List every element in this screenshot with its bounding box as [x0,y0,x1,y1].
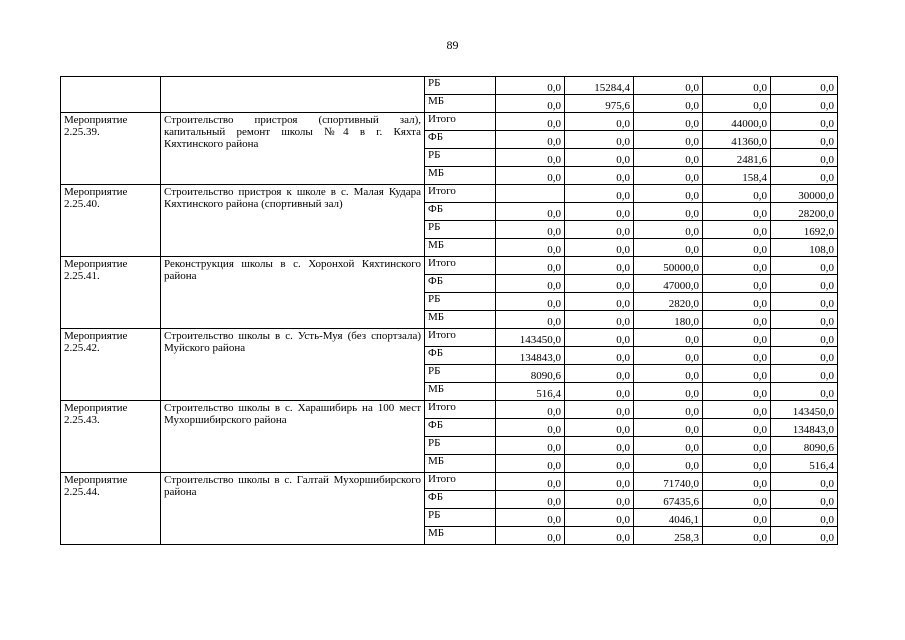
value-cell: 0,0 [703,329,771,347]
funding-source: РБ [425,365,496,383]
value-cell: 0,0 [771,329,838,347]
funding-source: МБ [425,383,496,401]
value-cell: 0,0 [634,131,703,149]
value-cell: 0,0 [703,365,771,383]
value-cell: 0,0 [703,77,771,95]
value-cell: 0,0 [496,221,565,239]
measure-description: Строительство школы в с. Галтай Мухоршибирского района [161,473,425,545]
funding-source: РБ [425,221,496,239]
value-cell: 0,0 [634,149,703,167]
value-cell: 0,0 [703,185,771,203]
value-cell: 0,0 [703,473,771,491]
value-cell: 0,0 [703,455,771,473]
value-cell: 0,0 [703,257,771,275]
value-cell: 0,0 [771,131,838,149]
value-cell: 0,0 [565,527,634,545]
value-cell: 0,0 [703,527,771,545]
value-cell: 8090,6 [771,437,838,455]
value-cell: 0,0 [565,239,634,257]
value-cell: 0,0 [565,221,634,239]
value-cell: 0,0 [496,95,565,113]
value-cell: 0,0 [703,491,771,509]
value-cell: 0,0 [771,257,838,275]
value-cell: 0,0 [634,383,703,401]
value-cell: 30000,0 [771,185,838,203]
table-row [61,329,838,347]
value-cell: 0,0 [565,365,634,383]
value-cell: 47000,0 [634,275,703,293]
table-row [61,401,838,419]
value-cell: 0,0 [634,455,703,473]
value-cell: 0,0 [496,491,565,509]
value-cell: 0,0 [703,275,771,293]
funding-source: Итого [425,257,496,275]
table-row [61,77,838,95]
value-cell: 0,0 [565,383,634,401]
value-cell: 0,0 [634,95,703,113]
value-cell: 0,0 [565,113,634,131]
funding-source: РБ [425,509,496,527]
value-cell: 0,0 [565,257,634,275]
value-cell: 0,0 [771,113,838,131]
value-cell: 0,0 [634,185,703,203]
value-cell: 0,0 [496,455,565,473]
funding-source: Итого [425,329,496,347]
value-cell: 0,0 [565,293,634,311]
value-cell: 2481,6 [703,149,771,167]
value-cell: 0,0 [496,419,565,437]
value-cell: 0,0 [496,527,565,545]
value-cell: 0,0 [771,527,838,545]
value-cell: 0,0 [634,239,703,257]
funding-source: РБ [425,77,496,95]
value-cell: 0,0 [496,401,565,419]
budget-table-body [61,77,838,545]
value-cell: 0,0 [565,131,634,149]
value-cell: 8090,6 [496,365,565,383]
measure-cell-empty [61,77,161,113]
funding-source: ФБ [425,419,496,437]
measure-label: Мероприятие 2.25.44. [61,473,161,545]
value-cell: 0,0 [565,329,634,347]
value-cell: 0,0 [496,167,565,185]
value-cell: 50000,0 [634,257,703,275]
value-cell: 0,0 [703,311,771,329]
value-cell: 0,0 [771,275,838,293]
value-cell: 975,6 [565,95,634,113]
value-cell: 0,0 [496,113,565,131]
value-cell: 2820,0 [634,293,703,311]
value-cell: 0,0 [565,401,634,419]
funding-source: РБ [425,149,496,167]
value-cell: 4046,1 [634,509,703,527]
funding-source: Итого [425,113,496,131]
value-cell: 0,0 [496,77,565,95]
value-cell: 0,0 [565,509,634,527]
value-cell: 0,0 [496,131,565,149]
value-cell: 0,0 [496,437,565,455]
funding-source: ФБ [425,203,496,221]
funding-source: МБ [425,527,496,545]
measure-description: Строительство школы в с. Харашибирь на 100 мест Мухоршибирского района [161,401,425,473]
funding-source: МБ [425,239,496,257]
value-cell: 0,0 [496,293,565,311]
value-cell: 0,0 [703,509,771,527]
value-cell: 0,0 [703,239,771,257]
measure-label: Мероприятие 2.25.41. [61,257,161,329]
value-cell: 0,0 [703,347,771,365]
value-cell: 0,0 [703,437,771,455]
value-cell: 134843,0 [496,347,565,365]
measure-description: Строительство пристроя к школе в с. Малая Кудара Кяхтинского района (спортивный зал) [161,185,425,257]
value-cell: 1692,0 [771,221,838,239]
value-cell: 0,0 [634,113,703,131]
value-cell: 0,0 [771,383,838,401]
funding-source: ФБ [425,491,496,509]
value-cell: 0,0 [565,437,634,455]
value-cell: 0,0 [565,419,634,437]
value-cell: 0,0 [565,491,634,509]
value-cell: 0,0 [496,149,565,167]
value-cell: 0,0 [634,347,703,365]
value-cell: 0,0 [771,311,838,329]
funding-source: МБ [425,95,496,113]
value-cell: 0,0 [703,203,771,221]
funding-source: МБ [425,167,496,185]
measure-label: Мероприятие 2.25.43. [61,401,161,473]
table-row [61,185,838,203]
funding-source: ФБ [425,275,496,293]
value-cell: 143450,0 [496,329,565,347]
funding-source: ФБ [425,347,496,365]
value-cell: 0,0 [496,275,565,293]
funding-source: РБ [425,437,496,455]
value-cell: 0,0 [703,419,771,437]
measure-label: Мероприятие 2.25.42. [61,329,161,401]
value-cell: 44000,0 [703,113,771,131]
value-cell: 180,0 [634,311,703,329]
value-cell: 0,0 [634,419,703,437]
funding-source: МБ [425,455,496,473]
table-row [61,473,838,491]
value-cell: 0,0 [496,257,565,275]
value-cell: 0,0 [496,203,565,221]
funding-source: Итого [425,185,496,203]
measure-description: Строительство пристроя (спортивный зал), капитальный ремонт школы №4 в г. Кяхта Кяхтинского района [161,113,425,185]
funding-source: РБ [425,293,496,311]
value-cell: 143450,0 [771,401,838,419]
value-cell: 0,0 [703,293,771,311]
measure-label: Мероприятие 2.25.39. [61,113,161,185]
value-cell: 0,0 [771,149,838,167]
value-cell: 0,0 [565,311,634,329]
value-cell: 0,0 [565,347,634,365]
value-cell: 516,4 [771,455,838,473]
value-cell: 0,0 [634,203,703,221]
value-cell: 0,0 [565,455,634,473]
value-cell: 0,0 [565,275,634,293]
value-cell: 67435,6 [634,491,703,509]
value-cell: 0,0 [771,167,838,185]
value-cell: 0,0 [634,365,703,383]
value-cell: 0,0 [496,311,565,329]
value-cell: 0,0 [703,383,771,401]
value-cell: 0,0 [771,473,838,491]
value-cell: 0,0 [771,347,838,365]
funding-source: МБ [425,311,496,329]
value-cell: 71740,0 [634,473,703,491]
measure-description: Строительство школы в с. Усть-Муя (без спортзала) Муйского района [161,329,425,401]
description-cell-empty [161,77,425,113]
value-cell: 0,0 [496,509,565,527]
value-cell: 0,0 [703,401,771,419]
value-cell: 108,0 [771,239,838,257]
value-cell: 0,0 [496,239,565,257]
value-cell [496,185,565,203]
budget-table [60,76,838,545]
value-cell: 0,0 [634,77,703,95]
value-cell: 0,0 [703,221,771,239]
value-cell: 0,0 [771,365,838,383]
table-row [61,113,838,131]
value-cell: 158,4 [703,167,771,185]
funding-source: ФБ [425,131,496,149]
page-number: 89 [446,38,459,52]
value-cell: 516,4 [496,383,565,401]
value-cell: 0,0 [565,185,634,203]
value-cell: 0,0 [634,329,703,347]
value-cell: 41360,0 [703,131,771,149]
value-cell: 0,0 [771,293,838,311]
value-cell: 0,0 [565,149,634,167]
value-cell: 0,0 [771,491,838,509]
value-cell: 0,0 [634,401,703,419]
value-cell: 0,0 [703,95,771,113]
value-cell: 0,0 [496,473,565,491]
funding-source: Итого [425,401,496,419]
value-cell: 134843,0 [771,419,838,437]
value-cell: 28200,0 [771,203,838,221]
value-cell: 15284,4 [565,77,634,95]
measure-label: Мероприятие 2.25.40. [61,185,161,257]
value-cell: 0,0 [634,221,703,239]
value-cell: 0,0 [634,437,703,455]
value-cell: 0,0 [771,509,838,527]
value-cell: 0,0 [771,77,838,95]
value-cell: 0,0 [634,167,703,185]
table-row [61,257,838,275]
value-cell: 0,0 [771,95,838,113]
value-cell: 0,0 [565,167,634,185]
measure-description: Реконструкция школы в с. Хоронхой Кяхтинского района [161,257,425,329]
value-cell: 0,0 [565,203,634,221]
value-cell: 0,0 [565,473,634,491]
funding-source: Итого [425,473,496,491]
value-cell: 258,3 [634,527,703,545]
